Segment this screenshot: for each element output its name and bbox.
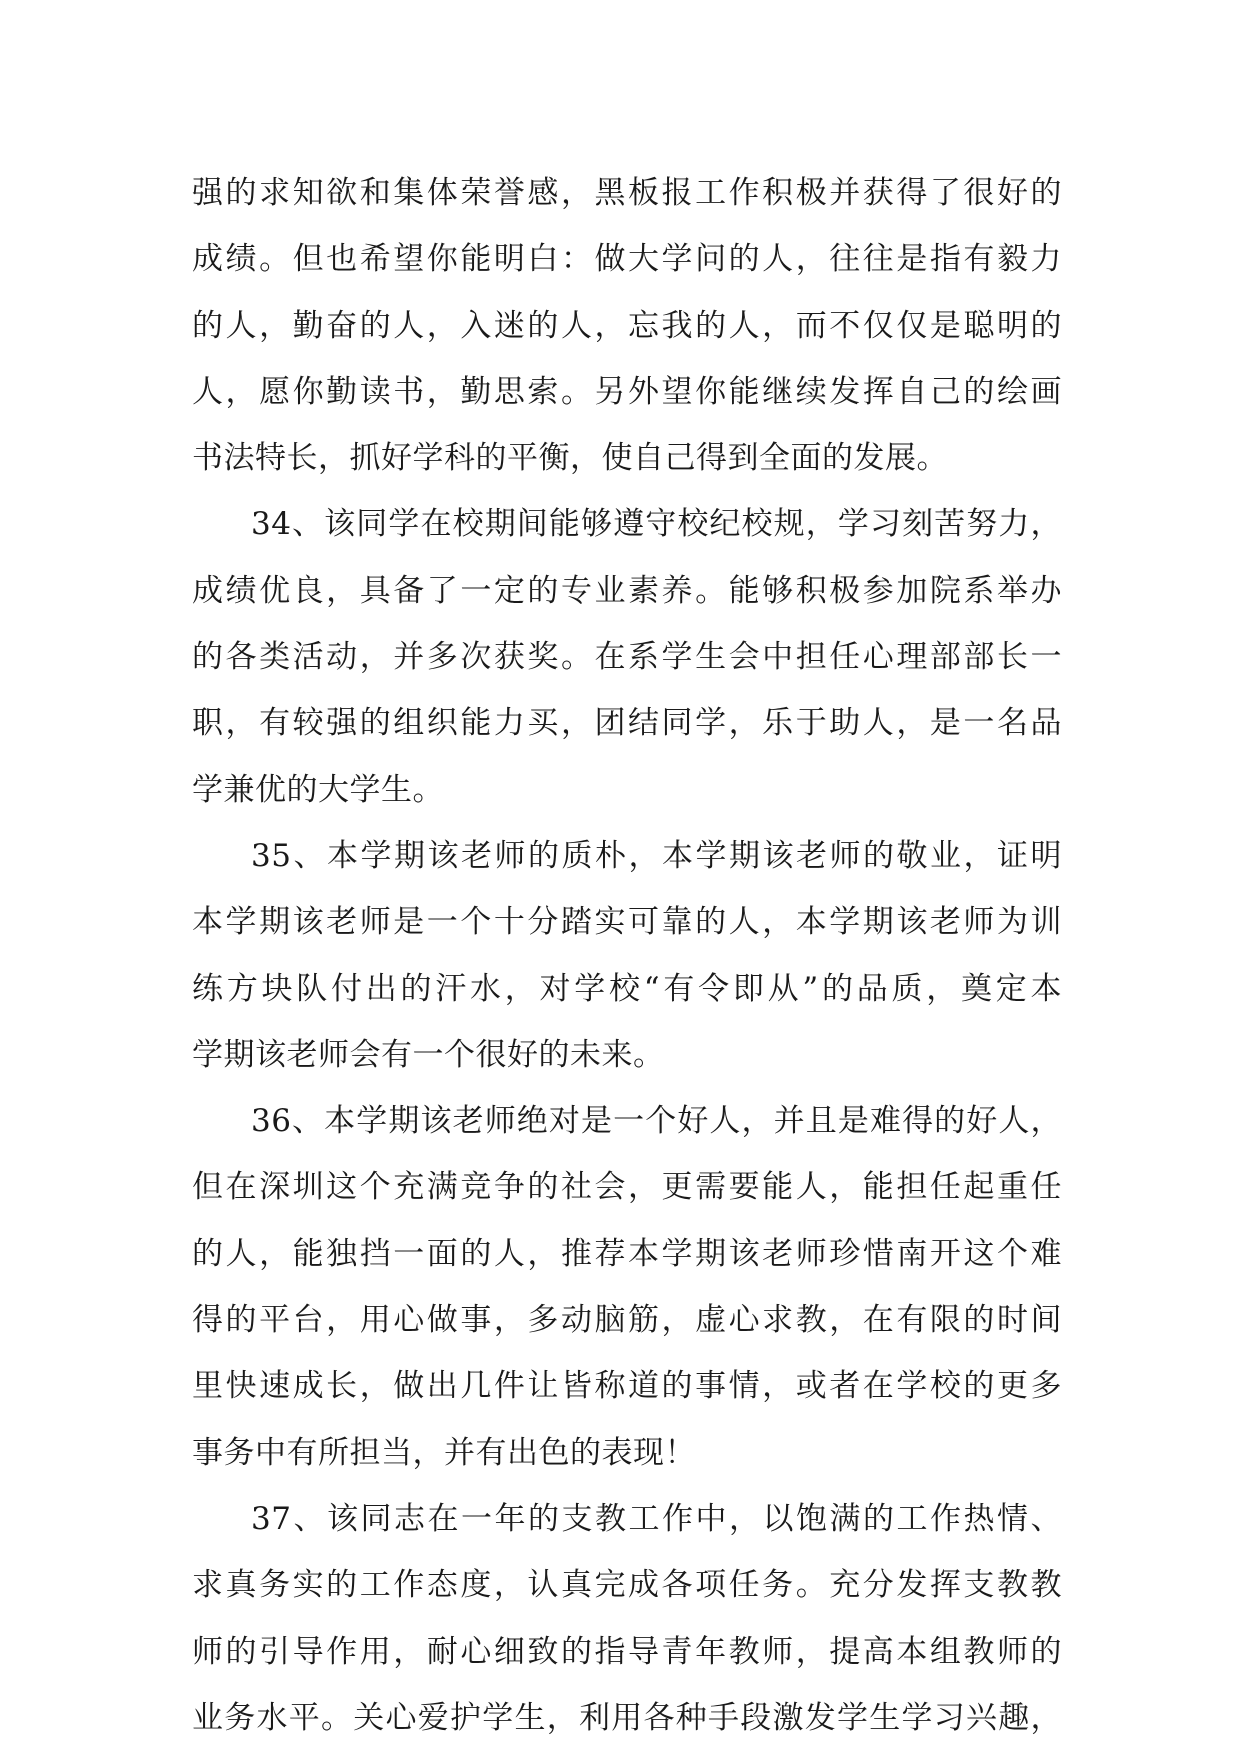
text-line: 的人，勤奋的人，入迷的人，忘我的人，而不仅仅是聪明的 (192, 307, 1062, 344)
text-line: 但在深圳这个充满竞争的社会，更需要能人，能担任起重任 (192, 1169, 1062, 1206)
text-line: 的各类活动，并多次获奖。在系学生会中担任心理部部长一 (192, 639, 1062, 676)
paragraph-start-34: 34、该同学在校期间能够遵守校纪校规，学习刻苦努力， (251, 506, 1062, 543)
text-line: 书法特长，抓好学科的平衡，使自己得到全面的发展。 (192, 440, 948, 477)
text-line: 人，愿你勤读书，勤思索。另外望你能继续发挥自己的绘画 (192, 373, 1062, 410)
text-line: 求真务实的工作态度，认真完成各项任务。充分发挥支教教 (192, 1567, 1062, 1604)
text-line: 强的求知欲和集体荣誉感，黑板报工作积极并获得了很好的 (192, 175, 1062, 211)
text-line: 成绩优良，具备了一定的专业素养。能够积极参加院系举办 (192, 572, 1062, 609)
text-line: 师的引导作用，耐心细致的指导青年教师，提高本组教师的 (192, 1633, 1062, 1670)
text-line: 事务中有所担当，并有出色的表现！ (192, 1434, 696, 1471)
text-line: 学兼优的大学生。 (192, 771, 444, 808)
text-line: 学期该老师会有一个很好的未来。 (192, 1036, 665, 1073)
text-line: 职，有较强的组织能力买，团结同学，乐于助人，是一名品 (192, 705, 1062, 742)
text-line: 的人，能独挡一面的人，推荐本学期该老师珍惜南开这个难 (192, 1235, 1062, 1272)
paragraph-start-37: 37、该同志在一年的支教工作中，以饱满的工作热情、 (251, 1500, 1062, 1537)
document-body (192, 160, 1062, 1751)
paragraph-start-36: 36、本学期该老师绝对是一个好人，并且是难得的好人， (251, 1103, 1062, 1140)
paragraph-start-35: 35、本学期该老师的质朴，本学期该老师的敬业，证明 (251, 837, 1062, 874)
text-line: 本学期该老师是一个十分踏实可靠的人，本学期该老师为训 (192, 904, 1062, 941)
text-line: 业务水平。关心爱护学生，利用各种手段激发学生学习兴趣， (192, 1699, 1062, 1736)
text-line: 练方块队付出的汗水，对学校“有令即从”的品质，奠定本 (192, 970, 1062, 1007)
text-line: 里快速成长，做出几件让皆称道的事情，或者在学校的更多 (192, 1368, 1062, 1405)
text-line: 得的平台，用心做事，多动脑筋，虚心求教，在有限的时间 (192, 1302, 1062, 1339)
text-line: 成绩。但也希望你能明白：做大学问的人，往往是指有毅力 (192, 241, 1062, 278)
